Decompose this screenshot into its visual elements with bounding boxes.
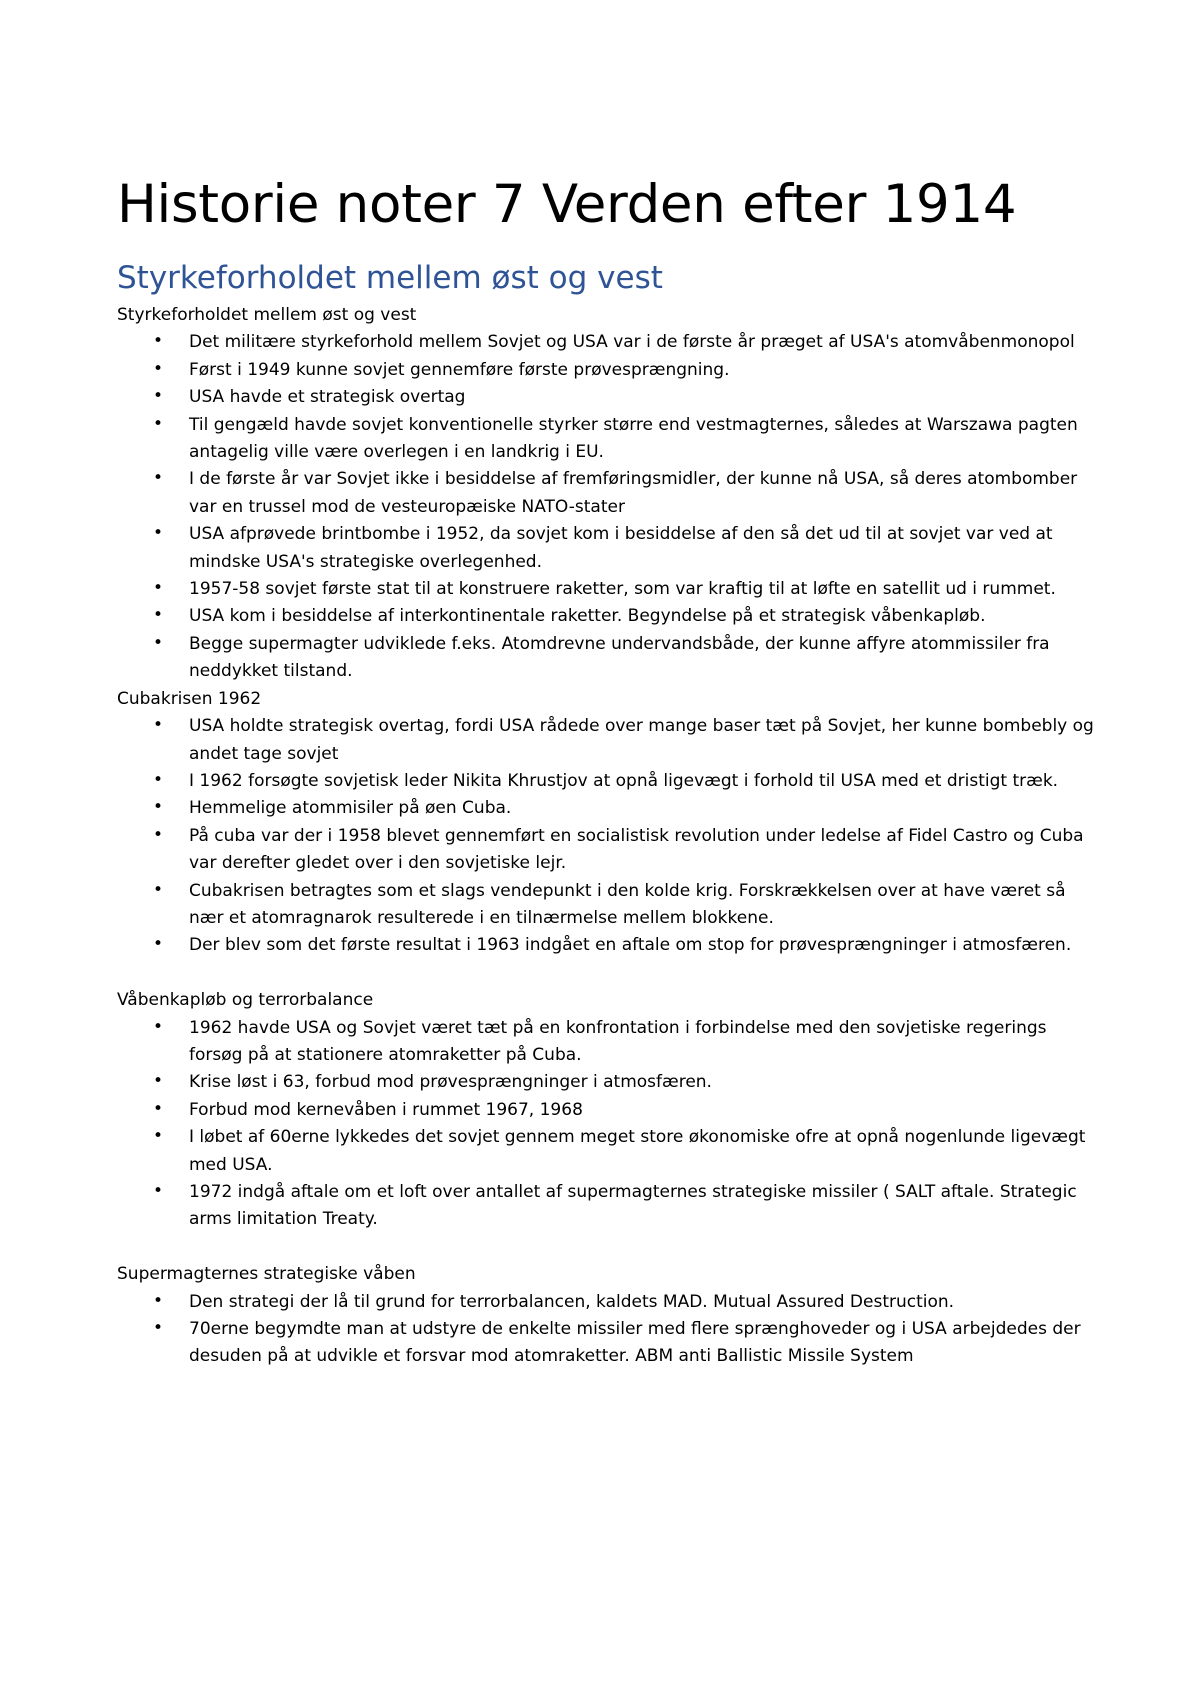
bullet-icon: • (153, 1016, 164, 1037)
list-item-text: USA kom i besiddelse af interkontinentale raketter. Begyndelse på et strategisk våbenkapløb. (189, 606, 986, 627)
list-item (117, 329, 1097, 356)
list-item-text: Hemmelige atommisiler på øen Cuba. (189, 798, 512, 819)
list-item (117, 1069, 1097, 1096)
bullet-list (117, 713, 1097, 960)
list-item-text: 1962 havde USA og Sovjet været tæt på en konfrontation i forbindelse med den sovjetiske regerings forsøg på at stationere atomraketter på Cuba. (189, 1017, 1047, 1065)
list-item (117, 795, 1097, 822)
list-item-text: I løbet af 60erne lykkedes det sovjet gennem meget store økonomiske ofre at opnå nogenlunde ligevægt med USA. (189, 1127, 1086, 1175)
notes-section (117, 987, 1097, 1234)
bullet-icon: • (153, 413, 164, 434)
bullet-icon: • (153, 715, 164, 736)
list-item (117, 357, 1097, 384)
bullet-icon: • (153, 523, 164, 544)
bullet-icon: • (153, 824, 164, 845)
list-item-text: Der blev som det første resultat i 1963 indgået en aftale om stop for prøvesprængninger i atmosfæren. (189, 935, 1072, 956)
list-item-text: 70erne begymdte man at udstyre de enkelte missiler med flere sprænghoveder og i USA arbejdedes der desuden på at udvikle et forsvar mod atomraketter. ABM anti Ballistic Missile System (189, 1319, 1081, 1367)
bullet-list (117, 329, 1097, 685)
list-item-text: USA afprøvede brintbombe i 1952, da sovjet kom i besiddelse af den så det ud til at sovjet var ved at mindske USA's strategiske overlegenhed. (189, 524, 1053, 572)
list-item-text: På cuba var der i 1958 blevet gennemført en socialistisk revolution under ledelse af Fidel Castro og Cuba var derefter gledet over i den sovjetiske lejr. (189, 825, 1084, 874)
list-item-text: 1972 indgå aftale om et loft over antallet af supermagternes strategiske missiler ( SALT aftale. Strategic arms limitation Treaty. (189, 1181, 1077, 1230)
list-item (117, 521, 1097, 576)
list-item-text: Til gengæld havde sovjet konventionelle styrker større end vestmagternes, således at Warszawa pagten antagelig ville være overlegen i en landkrig i EU. (189, 414, 1078, 463)
list-item (117, 576, 1097, 603)
section-label: Våbenkapløb og terrorbalance (117, 990, 374, 1011)
bullet-list (117, 1289, 1097, 1371)
list-item-text: Først i 1949 kunne sovjet gennemføre første prøvesprængning. (189, 359, 730, 380)
list-item-text: Det militære styrkeforhold mellem Sovjet og USA var i de første år præget af USA's atomvåbenmonopol (189, 332, 1075, 353)
bullet-icon: • (153, 879, 164, 900)
list-item (117, 823, 1097, 878)
list-item (117, 631, 1097, 686)
bullet-icon: • (153, 468, 164, 489)
list-item (117, 603, 1097, 630)
list-item-text: USA havde et strategisk overtag (189, 387, 466, 408)
section-label: Styrkeforholdet mellem øst og vest (117, 305, 417, 325)
list-item (117, 768, 1097, 795)
list-item (117, 1097, 1097, 1124)
list-item (117, 1179, 1097, 1234)
list-item-text: Cubakrisen betragtes som et slags vendepunkt i den kolde krig. Forskrækkelsen over at have været så nær et atomragnarok resulterede i en tilnærmelse mellem blokkene. (189, 880, 1066, 928)
list-item (117, 466, 1097, 521)
bullet-icon: • (153, 605, 164, 626)
bullet-icon: • (153, 1290, 164, 1311)
bullet-icon: • (153, 1098, 164, 1119)
list-item (117, 384, 1097, 411)
list-item-text: 1957-58 sovjet første stat til at konstruere raketter, som var kraftig til at løfte en satellit ud i rummet. (189, 579, 1056, 600)
list-item (117, 1289, 1097, 1316)
bullet-icon: • (153, 331, 164, 352)
document-title: Historie noter 7 Verden efter 1914 (117, 174, 1017, 235)
notes-section (117, 1261, 1097, 1371)
list-item (117, 878, 1097, 933)
bullet-icon: • (153, 797, 164, 818)
list-item (117, 932, 1097, 959)
notes-section (117, 686, 1097, 960)
list-item (117, 1015, 1097, 1070)
bullet-icon: • (153, 1180, 164, 1201)
list-item-text: USA holdte strategisk overtag, fordi USA rådede over mange baser tæt på Sovjet, her kunne bombebly og andet tage sovjet (189, 716, 1094, 764)
list-item (117, 1316, 1097, 1371)
section-label: Cubakrisen 1962 (117, 688, 262, 709)
bullet-icon: • (153, 1071, 164, 1092)
list-item-text: Begge supermagter udviklede f.eks. Atomdrevne undervandsbåde, der kunne affyre atommissiler fra neddykket tilstand. (189, 633, 1050, 682)
list-item (117, 1124, 1097, 1179)
list-item (117, 412, 1097, 467)
bullet-icon: • (153, 934, 164, 955)
bullet-icon: • (153, 769, 164, 790)
list-item-text: Den strategi der lå til grund for terrorbalancen, kaldets MAD. Mutual Assured Destruction. (189, 1291, 955, 1312)
bullet-icon: • (153, 386, 164, 407)
list-item-text: I de første år var Sovjet ikke i besiddelse af fremføringsmidler, der kunne nå USA, så deres atombomber var en trussel mod de vesteuropæiske NATO-stater (189, 469, 1078, 517)
notes-section (117, 302, 1097, 686)
bullet-list (117, 1015, 1097, 1234)
list-item (117, 713, 1097, 768)
bullet-icon: • (153, 578, 164, 599)
bullet-icon: • (153, 1318, 164, 1338)
bullet-icon: • (153, 632, 164, 653)
bullet-icon: • (153, 1126, 164, 1147)
list-item-text: Krise løst i 63, forbud mod prøvesprængninger i atmosfæren. (189, 1072, 712, 1093)
section-label: Supermagternes strategiske våben (117, 1264, 416, 1285)
list-item-text: Forbud mod kernevåben i rummet 1967, 1968 (189, 1099, 583, 1120)
bullet-icon: • (153, 358, 164, 379)
section-heading: Styrkeforholdet mellem øst og vest (117, 260, 663, 296)
list-item-text: I 1962 forsøgte sovjetisk leder Nikita Khrustjov at opnå ligevægt i forhold til USA med et dristigt træk. (189, 770, 1059, 791)
document-body (117, 170, 1097, 1371)
